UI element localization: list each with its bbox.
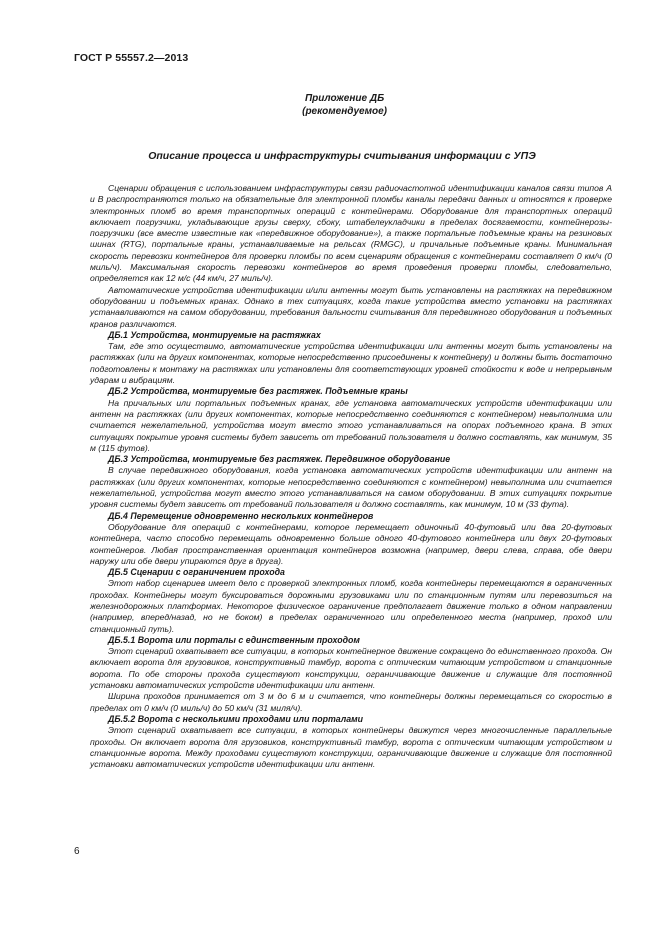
paragraph: Этот сценарий охватывает все ситуации, в которых контейнеры движутся через многочисленные параллельные проходы. Он включает ворота для грузовиков, конструктивный тамбур, ворота с оптическим читающим устройством и станционные ворота. Между проходами существуют конструкции, ограничивающие движение и служащие для постоянной установки автоматических устройств идентификации или антенн. [90,725,612,770]
appendix-label: Приложение ДБ [304,93,385,104]
page-number: 6 [74,846,80,857]
page-title: Описание процесса и инфраструктуры считывания информации с УПЭ [148,150,536,162]
paragraph: На причальных или портальных подъемных кранах, где установка автоматических устройств идентификации или антенн на растяжках (или других компонентах, которые непосредственно соединяются с контейнером) невыполнима или считается нежелательной, устройства могут вместо этого устанавливаться на опорах подъемного крана. В этих ситуациях покрытие уровня системы будет зависеть от требований пользователя и должно составлять, как минимум, 35 м (115 футов). [90,397,612,453]
paragraph: Сценарии обращения с использованием инфраструктуры связи радиочастотной идентификации каналов связи типов А и В распространяются только на обязательные для электронной пломбы каналы передачи данных и относятся к проверке электронных пломб во время транспортных операций с контейнерами. Оборудование для транспортных операций включает погрузчики, укладывающие грузы сверху, сбоку, штабелеукладчики в пределах досягаемости, контейнерозы-погрузчики (все вместе известные как «передвижное оборудование»), а также портальные подъемные краны на резиновых шинах (RTG), портальные краны, устанавливаемые на рельсах (RMGC), и причальные подъемные краны. Минимальная скорость перевозки контейнеров для проверки пломбы по всем сценариям обращения с контейнерами составляет 0 км/ч (0 миль/ч). Максимальная скорость перевозки контейнеров во время проведения проверки пломбы, следовательно, определяется как 12 м/с (44 км/ч, 27 миль/ч). [90,183,612,284]
section-heading: ДБ.5.2 Ворота с несколькими проходами или порталами [108,713,364,724]
paragraph: Этот сценарий охватывает все ситуации, в которых контейнерное движение сокращено до единственного прохода. Он включает ворота для грузовиков, конструктивный тамбур, ворота с оптическим читающим устройством и станционные ворота. По обе стороны прохода существуют конструкции, ограничивающие движение и служащие для постоянной установки автоматических устройств идентификации или антенн. [90,646,612,691]
paragraph: Оборудование для операций с контейнерами, которое перемещает одиночный 40-футовый или два 20-футовых контейнера, часто способно перемещать одновременно больше одного 40-футового контейнера или двух 20-футовых контейнеров. Любая пространственная ориентация контейнеров возможна (например, двери слева, справа, обе двери наружу или обе двери упираются друг в друга). [90,521,612,566]
paragraph: Этот набор сценариев имеет дело с проверкой электронных пломб, когда контейнеры перемещаются в ограниченных проходах. Контейнеры могут буксироваться дорожными грузовиками или по станционным путям или перевозиться на железнодорожных платформах. Некоторое физическое ограничение предполагает движение только в одном направлении (например, вперед/назад, но не боком) в пределах ограниченного или определенного места (например, проход или станционный путь). [90,578,612,634]
paragraph: В случае передвижного оборудования, когда установка автоматических устройств идентификации или антенн на растяжках (или других компонентах, которые непосредственно соединяются с контейнером) невыполнима или считается нежелательной, устройства могут вместо этого устанавливаться на самом оборудовании. В этих ситуациях покрытие уровня системы будет зависеть от требований пользователя и должно составлять, как минимум, 10 м (33 фута). [90,465,612,510]
appendix-note: (рекомендуемое) [302,106,387,117]
appendix-heading [302,92,387,118]
section-heading: ДБ.1 Устройства, монтируемые на растяжках [108,329,321,340]
document-id: ГОСТ Р 55557.2—2013 [74,52,189,64]
section-heading: ДБ.3 Устройства, монтируемые без растяжек. Передвижное оборудование [108,454,451,465]
section-heading: ДБ.5 Сценарии с ограничением прохода [108,567,285,578]
paragraph: Там, где это осуществимо, автоматические устройства идентификации или антенны могут быть установлены на растяжках (или на других компонентах, которые непосредственно присоединены к контейнеру) и должны быть достаточно подготовлены к монтажу на растяжках или установлены для соответствующих уровней стойкости к воде и непрерывным ударам и вибрациям. [90,341,612,386]
section-heading: ДБ.2 Устройства, монтируемые без растяжек. Подъемные краны [108,386,408,397]
section-heading: ДБ.5.1 Ворота или порталы с единственным проходом [108,634,360,645]
paragraph: Ширина проходов принимается от 3 м до 6 м и считается, что контейнеры должны перемещаться со скоростью в пределах от 0 км/ч (0 миль/ч) до 50 км/ч (31 миля/ч). [90,691,612,713]
paragraph: Автоматические устройства идентификации и/или антенны могут быть установлены на растяжках на передвижном оборудовании и подъемных кранах. Однако в тех ситуациях, когда такие устройства вместо установки на растяжках устанавливаются на самом оборудовании, требования дальности считывания для передвижного оборудования и подъемных кранов различаются. [90,284,612,329]
document-body [90,183,612,770]
section-heading: ДБ.4 Перемещение одновременно нескольких контейнеров [108,510,374,521]
